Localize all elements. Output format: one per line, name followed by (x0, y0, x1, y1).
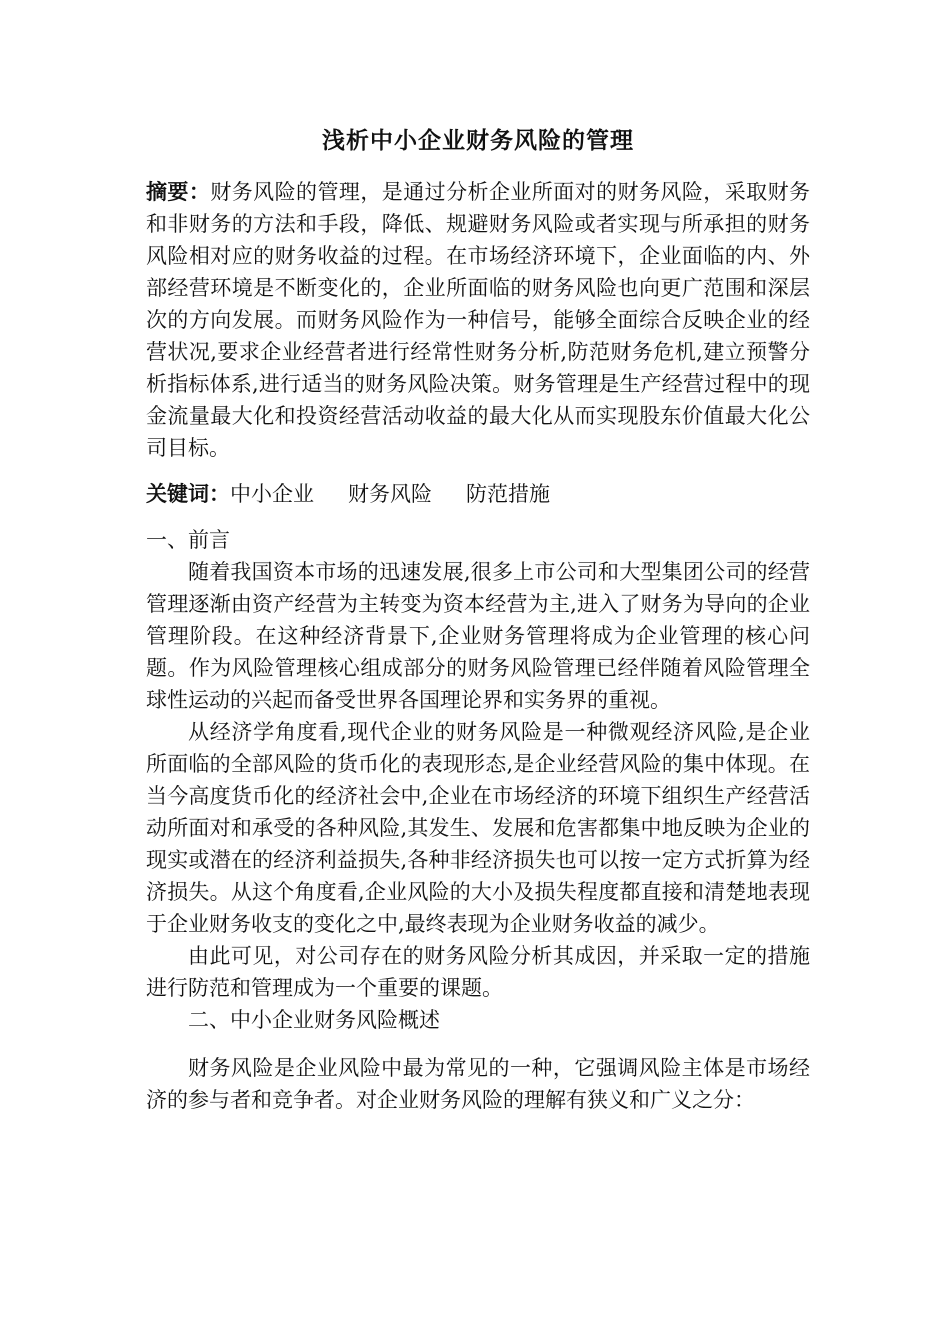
keywords-label: 关键词： (146, 482, 230, 506)
body-paragraph: 由此可见，对公司存在的财务风险分析其成因，并采取一定的措施进行防范和管理成为一个重要的课题。 (146, 944, 810, 1000)
keyword-item: 防范措施 (466, 482, 550, 506)
keyword-item: 中小企业 (230, 482, 314, 506)
section-heading: 二、中小企业财务风险概述 (188, 1008, 440, 1032)
keyword-item: 财务风险 (348, 482, 432, 506)
body-paragraph: 财务风险是企业风险中最为常见的一种，它强调风险主体是市场经济的参与者和竞争者。对企业财务风险的理解有狭义和广义之分： (146, 1056, 810, 1112)
body-paragraph: 从经济学角度看,现代企业的财务风险是一种微观经济风险,是企业所面临的全部风险的货币化的表现形态,是企业经营风险的集中体现。在当今高度货币化的经济社会中,企业在市场经济的环境下组织生产经营活动所面对和承受的各种风险,其发生、发展和危害都集中地反映为企业的现实或潜在的经济利益损失,各种非经济损失也可以按一定方式折算为经济损失。从这个角度看,企业风险的大小及损失程度都直接和清楚地表现于企业财务收支的变化之中,最终表现为企业财务收益的减少。 (146, 720, 810, 936)
abstract-label: 摘要： (146, 180, 211, 204)
abstract-paragraph (146, 176, 810, 464)
body-paragraph: 随着我国资本市场的迅速发展,很多上市公司和大型集团公司的经营管理逐渐由资产经营为主转变为资本经营为主,进入了财务为导向的企业管理阶段。在这种经济背景下,企业财务管理将成为企业管理的核心问题。作为风险管理核心组成部分的财务风险管理已经伴随着风险管理全球性运动的兴起而备受世界各国理论界和实务界的重视。 (146, 560, 810, 712)
document-title: 浅析中小企业财务风险的管理 (322, 128, 634, 154)
abstract-text: 财务风险的管理，是通过分析企业所面对的财务风险，采取财务和非财务的方法和手段，降低、规避财务风险或者实现与所承担的财务风险相对应的财务收益的过程。在市场经济环境下，企业面临的内、外部经营环境是不断变化的，企业所面临的财务风险也向更广范围和深层次的方向发展。而财务风险作为一种信号，能够全面综合反映企业的经营状况,要求企业经营者进行经常性财务分析,防范财务危机,建立预警分析指标体系,进行适当的财务风险决策。财务管理是生产经营过程中的现金流量最大化和投资经营活动收益的最大化从而实现股东价值最大化公司目标。 (146, 180, 811, 460)
section-heading: 一、前言 (146, 528, 230, 552)
keywords-line (146, 478, 810, 510)
document-page (146, 118, 810, 1116)
